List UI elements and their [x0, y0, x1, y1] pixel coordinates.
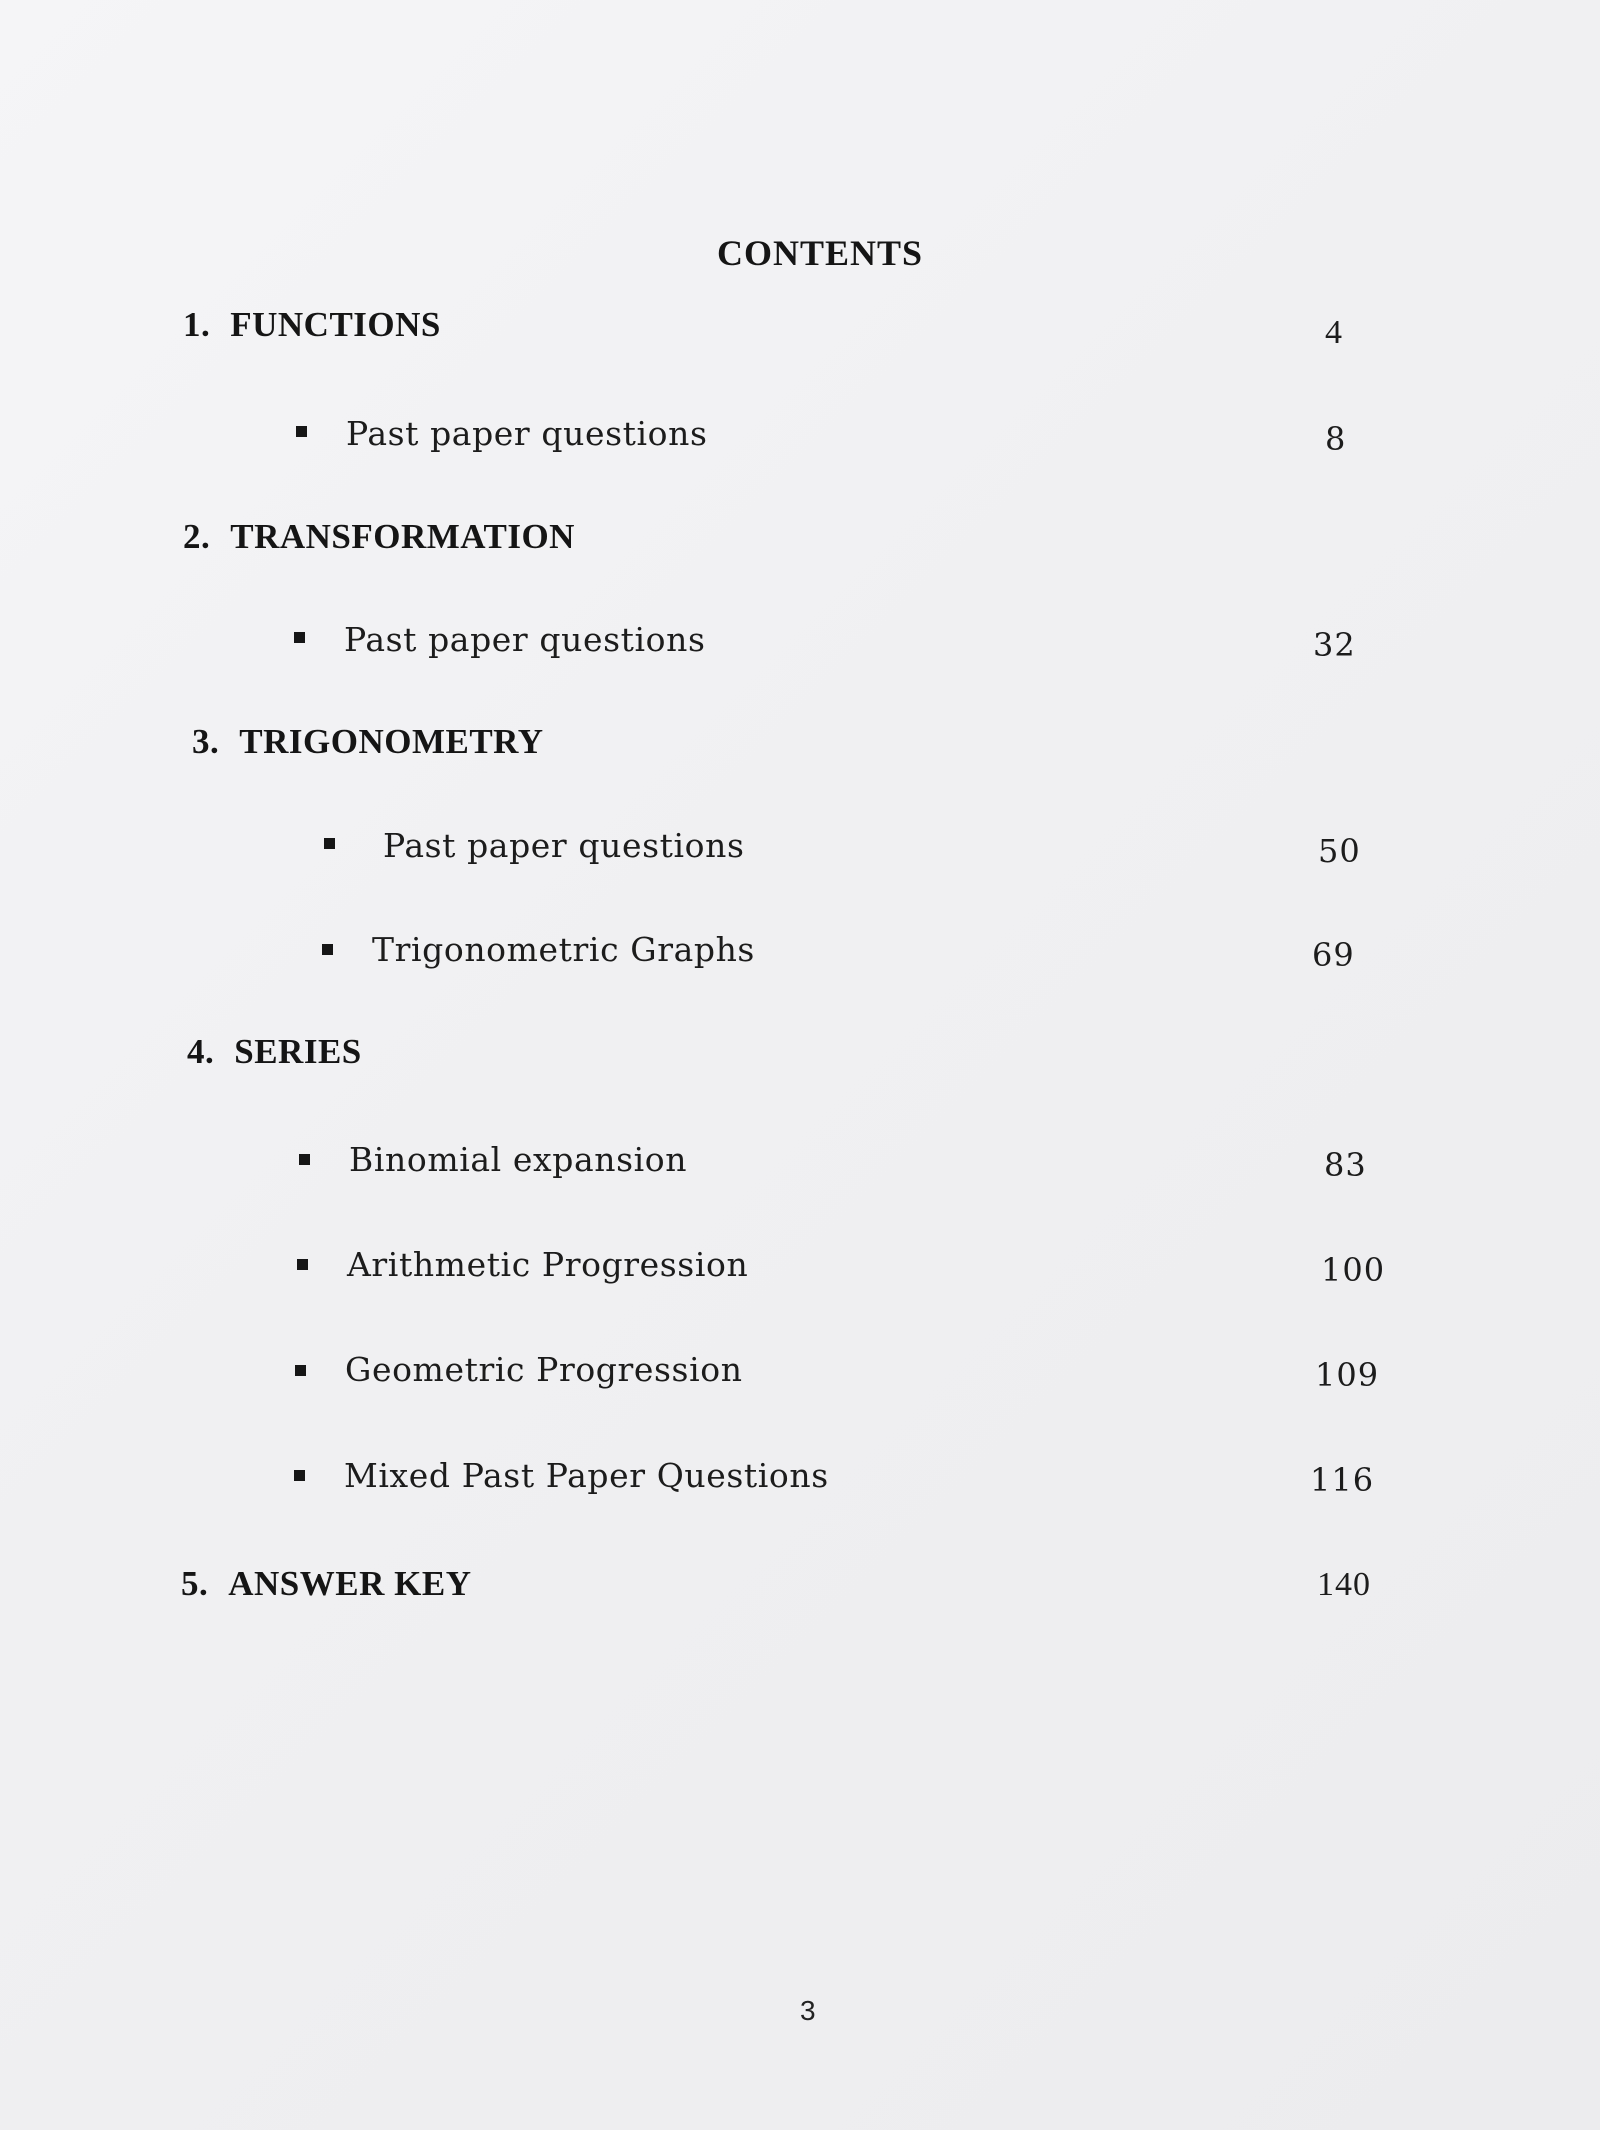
section-number: 2.: [183, 517, 211, 556]
toc-item-label: Mixed Past Paper Questions: [344, 1456, 829, 1495]
bullet-icon: [294, 1470, 305, 1481]
toc-item-page: 32: [1313, 626, 1356, 664]
section-number: 1.: [183, 305, 211, 344]
section-number: 3.: [192, 722, 220, 761]
toc-item-label: Trigonometric Graphs: [372, 930, 755, 969]
toc-item-label: Geometric Progression: [345, 1350, 743, 1389]
section-page-number: 140: [1317, 1566, 1371, 1603]
toc-item-label: Binomial expansion: [349, 1140, 688, 1179]
bullet-icon: [294, 632, 305, 643]
bullet-icon: [295, 1365, 306, 1376]
section-title: SERIES: [234, 1032, 362, 1071]
bullet-icon: [299, 1154, 310, 1165]
bullet-icon: [322, 944, 333, 955]
toc-item-page: 100: [1321, 1251, 1386, 1289]
toc-item-label: Past paper questions: [344, 620, 706, 659]
toc-item-label: Arithmetic Progression: [347, 1245, 749, 1284]
section-heading-answer-key: [181, 1564, 471, 1604]
section-number: 5.: [181, 1564, 209, 1603]
section-title: FUNCTIONS: [230, 305, 441, 344]
toc-item-page: 8: [1325, 420, 1347, 458]
contents-title: CONTENTS: [716, 233, 924, 273]
section-title: TRIGONOMETRY: [239, 722, 544, 761]
toc-item-page: 83: [1324, 1146, 1367, 1184]
section-number: 4.: [187, 1032, 215, 1071]
section-heading-functions: [183, 305, 441, 345]
toc-item-page: 50: [1318, 832, 1361, 870]
toc-item-label: Past paper questions: [346, 414, 708, 453]
bullet-icon: [296, 426, 307, 437]
section-heading-transformation: [183, 517, 575, 557]
section-heading-trigonometry: [192, 722, 544, 762]
toc-item-page: 69: [1312, 936, 1355, 974]
footer-page-number: 3: [800, 1995, 816, 2026]
bullet-icon: [297, 1259, 308, 1270]
section-heading-series: [187, 1032, 362, 1072]
toc-item-label: Past paper questions: [383, 826, 745, 865]
bullet-icon: [324, 838, 335, 849]
toc-item-page: 116: [1310, 1461, 1375, 1499]
toc-item-page: 109: [1315, 1356, 1380, 1394]
section-title: TRANSFORMATION: [230, 517, 575, 556]
section-title: ANSWER KEY: [228, 1564, 472, 1603]
section-page-number: 4: [1325, 314, 1343, 351]
